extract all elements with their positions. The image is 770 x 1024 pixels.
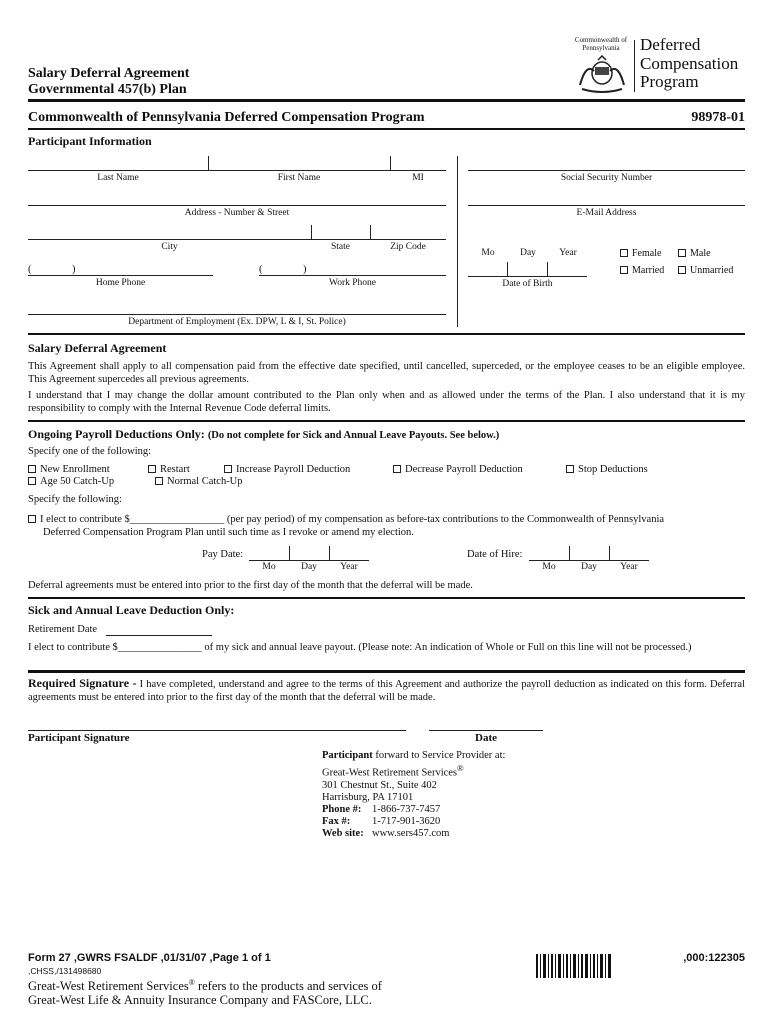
form-identifier: Form 27 ,GWRS FSALDF ,01/31/07 ,Page 1 of 1 (28, 952, 271, 964)
married-box-icon[interactable] (620, 266, 628, 274)
address-label: Address - Number & Street (184, 208, 290, 218)
department-field[interactable] (28, 314, 446, 315)
deferral-note: Deferral agreements must be entered into prior to the first day of the month that the deferral will be made. (28, 580, 473, 591)
retirement-date-label: Retirement Date (28, 624, 98, 635)
date-of-hire-field[interactable] (529, 560, 649, 561)
last-name-label: Last Name (97, 173, 139, 183)
elect-contribution-line2: Deferred Compensation Program Plan until such time as I revoke or amend my election. (43, 527, 414, 538)
seal-icon (572, 55, 632, 95)
dob-year-label: Year (559, 248, 577, 258)
checkbox-icon[interactable] (155, 477, 163, 485)
zip-label: Zip Code (390, 242, 426, 252)
work-phone-label: Work Phone (329, 278, 376, 288)
address-field[interactable] (28, 205, 446, 206)
male-checkbox[interactable]: Male (678, 248, 711, 259)
form-title-line2: Governmental 457(b) Plan (28, 82, 187, 97)
dob-label: Date of Birth (502, 279, 553, 289)
checkbox-icon[interactable] (28, 515, 36, 523)
agreement-rule (28, 420, 745, 422)
increase-deduction-checkbox[interactable]: Increase Payroll Deduction (224, 464, 350, 475)
decrease-deduction-checkbox[interactable]: Decrease Payroll Deduction (393, 464, 523, 475)
form-title (28, 66, 189, 98)
sick-rule (28, 670, 745, 673)
name-line[interactable] (28, 170, 446, 171)
state-label: State (331, 242, 350, 252)
pay-date-label: Pay Date: (202, 549, 244, 560)
footer-code: ,000:122305 (683, 952, 745, 964)
married-checkbox[interactable]: Married (620, 265, 664, 276)
service-provider-block: Participant forward to Service Provider at: Great-West Retirement Services® 301 Chestnut St., Suite 402 Harrisburg, PA 17101 Phone #: 1-866-737-7457 Fax #: 1-717-901-3620 Web site: www.sers457.com (322, 750, 506, 839)
male-box-icon[interactable] (678, 249, 686, 257)
participant-rule (28, 333, 745, 335)
checkbox-icon[interactable] (393, 465, 401, 473)
elect-contribution[interactable]: I elect to contribute $__________________ (per pay period) of my compensation as before-tax contributions to the Commonwealth of Pennsylvania (28, 514, 745, 527)
sick-elect[interactable]: I elect to contribute $________________ of my sick and annual leave payout. (Please note: An indication of Whole or Full on this line will not be processed.) (28, 642, 692, 653)
retirement-date-field[interactable] (106, 635, 212, 636)
dob-field[interactable] (468, 276, 587, 277)
email-label: E-Mail Address (576, 208, 637, 218)
checkbox-icon[interactable] (28, 465, 36, 473)
stop-deductions-checkbox[interactable]: Stop Deductions (566, 464, 648, 475)
program-title: Commonwealth of Pennsylvania Deferred Compensation Program (28, 110, 425, 125)
date-of-hire-label: Date of Hire: (467, 549, 523, 560)
email-field[interactable] (468, 205, 745, 206)
specify-following-label: Specify the following: (28, 494, 122, 505)
chss-code: ,CHSS,/131498680 (28, 966, 102, 976)
work-phone-field[interactable] (259, 275, 446, 276)
participant-section-title: Participant Information (28, 134, 152, 148)
barcode-icon (536, 954, 612, 978)
new-enrollment-checkbox[interactable]: New Enrollment (28, 464, 110, 475)
section-divider (457, 156, 458, 327)
specify-one-label: Specify one of the following: (28, 446, 152, 457)
participant-signature-label: Participant Signature (28, 732, 130, 744)
first-name-label: First Name (277, 173, 321, 183)
agreement-title: Salary Deferral Agreement (28, 341, 167, 355)
unmarried-box-icon[interactable] (678, 266, 686, 274)
dob-day-label: Day (520, 248, 536, 258)
checkbox-icon[interactable] (148, 465, 156, 473)
ssn-label: Social Security Number (560, 173, 653, 183)
home-phone-label: Home Phone (95, 278, 146, 288)
pay-date-field[interactable] (249, 560, 369, 561)
participant-signature-field[interactable] (28, 730, 406, 731)
title-rule (28, 128, 745, 130)
signature-text: Required Signature - I have completed, understand and agree to the terms of this Agreement and authorize the payroll deduction as indicated on this form. Deferral agreements must be entered into prior to the first day of the month that the deferral will be made. (28, 676, 745, 703)
normal-catchup-checkbox[interactable]: Normal Catch-Up (155, 476, 243, 487)
home-phone-field[interactable] (28, 275, 213, 276)
female-box-icon[interactable] (620, 249, 628, 257)
signature-date-label: Date (475, 732, 497, 744)
website-link[interactable]: www.sers457.com (372, 827, 450, 839)
dob-mo-label: Mo (481, 248, 495, 258)
footer-disclaimer: Great-West Retirement Services® refers to the products and services of Great-West Life & Annuity Insurance Company and FASCore, LLC. (28, 978, 382, 1008)
form-code: 98978-01 (691, 110, 745, 125)
checkbox-icon[interactable] (566, 465, 574, 473)
department-label: Department of Employment (Ex. DPW, L & I, St. Police) (128, 317, 346, 327)
sick-title: Sick and Annual Leave Deduction Only: (28, 603, 235, 617)
header-rule (28, 99, 745, 102)
form-title-line1: Salary Deferral Agreement (28, 66, 190, 81)
agreement-para2: I understand that I may change the dollar amount contributed to the Plan only when and as allowed under the terms of the Plan. I also understand that it is my responsibility to comply with the Internal Revenue Code deferral limits. (28, 390, 745, 414)
checkbox-icon[interactable] (224, 465, 232, 473)
signature-title: Required Signature - (28, 676, 137, 690)
ssn-field[interactable] (468, 170, 745, 171)
ongoing-title: Ongoing Payroll Deductions Only: (Do not complete for Sick and Annual Leave Payouts. See below.) (28, 427, 500, 441)
ongoing-title-note: (Do not complete for Sick and Annual Leave Payouts. See below.) (207, 430, 500, 441)
signature-date-field[interactable] (429, 730, 543, 731)
logo-text: Deferred Compensation Program (640, 35, 739, 91)
city-state-zip-line[interactable] (28, 239, 446, 240)
logo-small-text: Commonwealth of Pennsylvania (574, 36, 628, 52)
checkbox-icon[interactable] (28, 477, 36, 485)
restart-checkbox[interactable]: Restart (148, 464, 190, 475)
female-checkbox[interactable]: Female (620, 248, 661, 259)
unmarried-checkbox[interactable]: Unmarried (678, 265, 733, 276)
ongoing-rule (28, 597, 745, 599)
age50-catchup-checkbox[interactable]: Age 50 Catch-Up (28, 476, 114, 487)
logo-divider (634, 40, 635, 92)
city-label: City (161, 242, 178, 252)
agreement-para1: This Agreement shall apply to all compensation paid from the effective date specified, until cancelled, superceded, or the employee ceases to be an eligible employee. This Agreement supercedes all previous agreements. (28, 361, 745, 385)
mi-label: MI (412, 173, 424, 183)
